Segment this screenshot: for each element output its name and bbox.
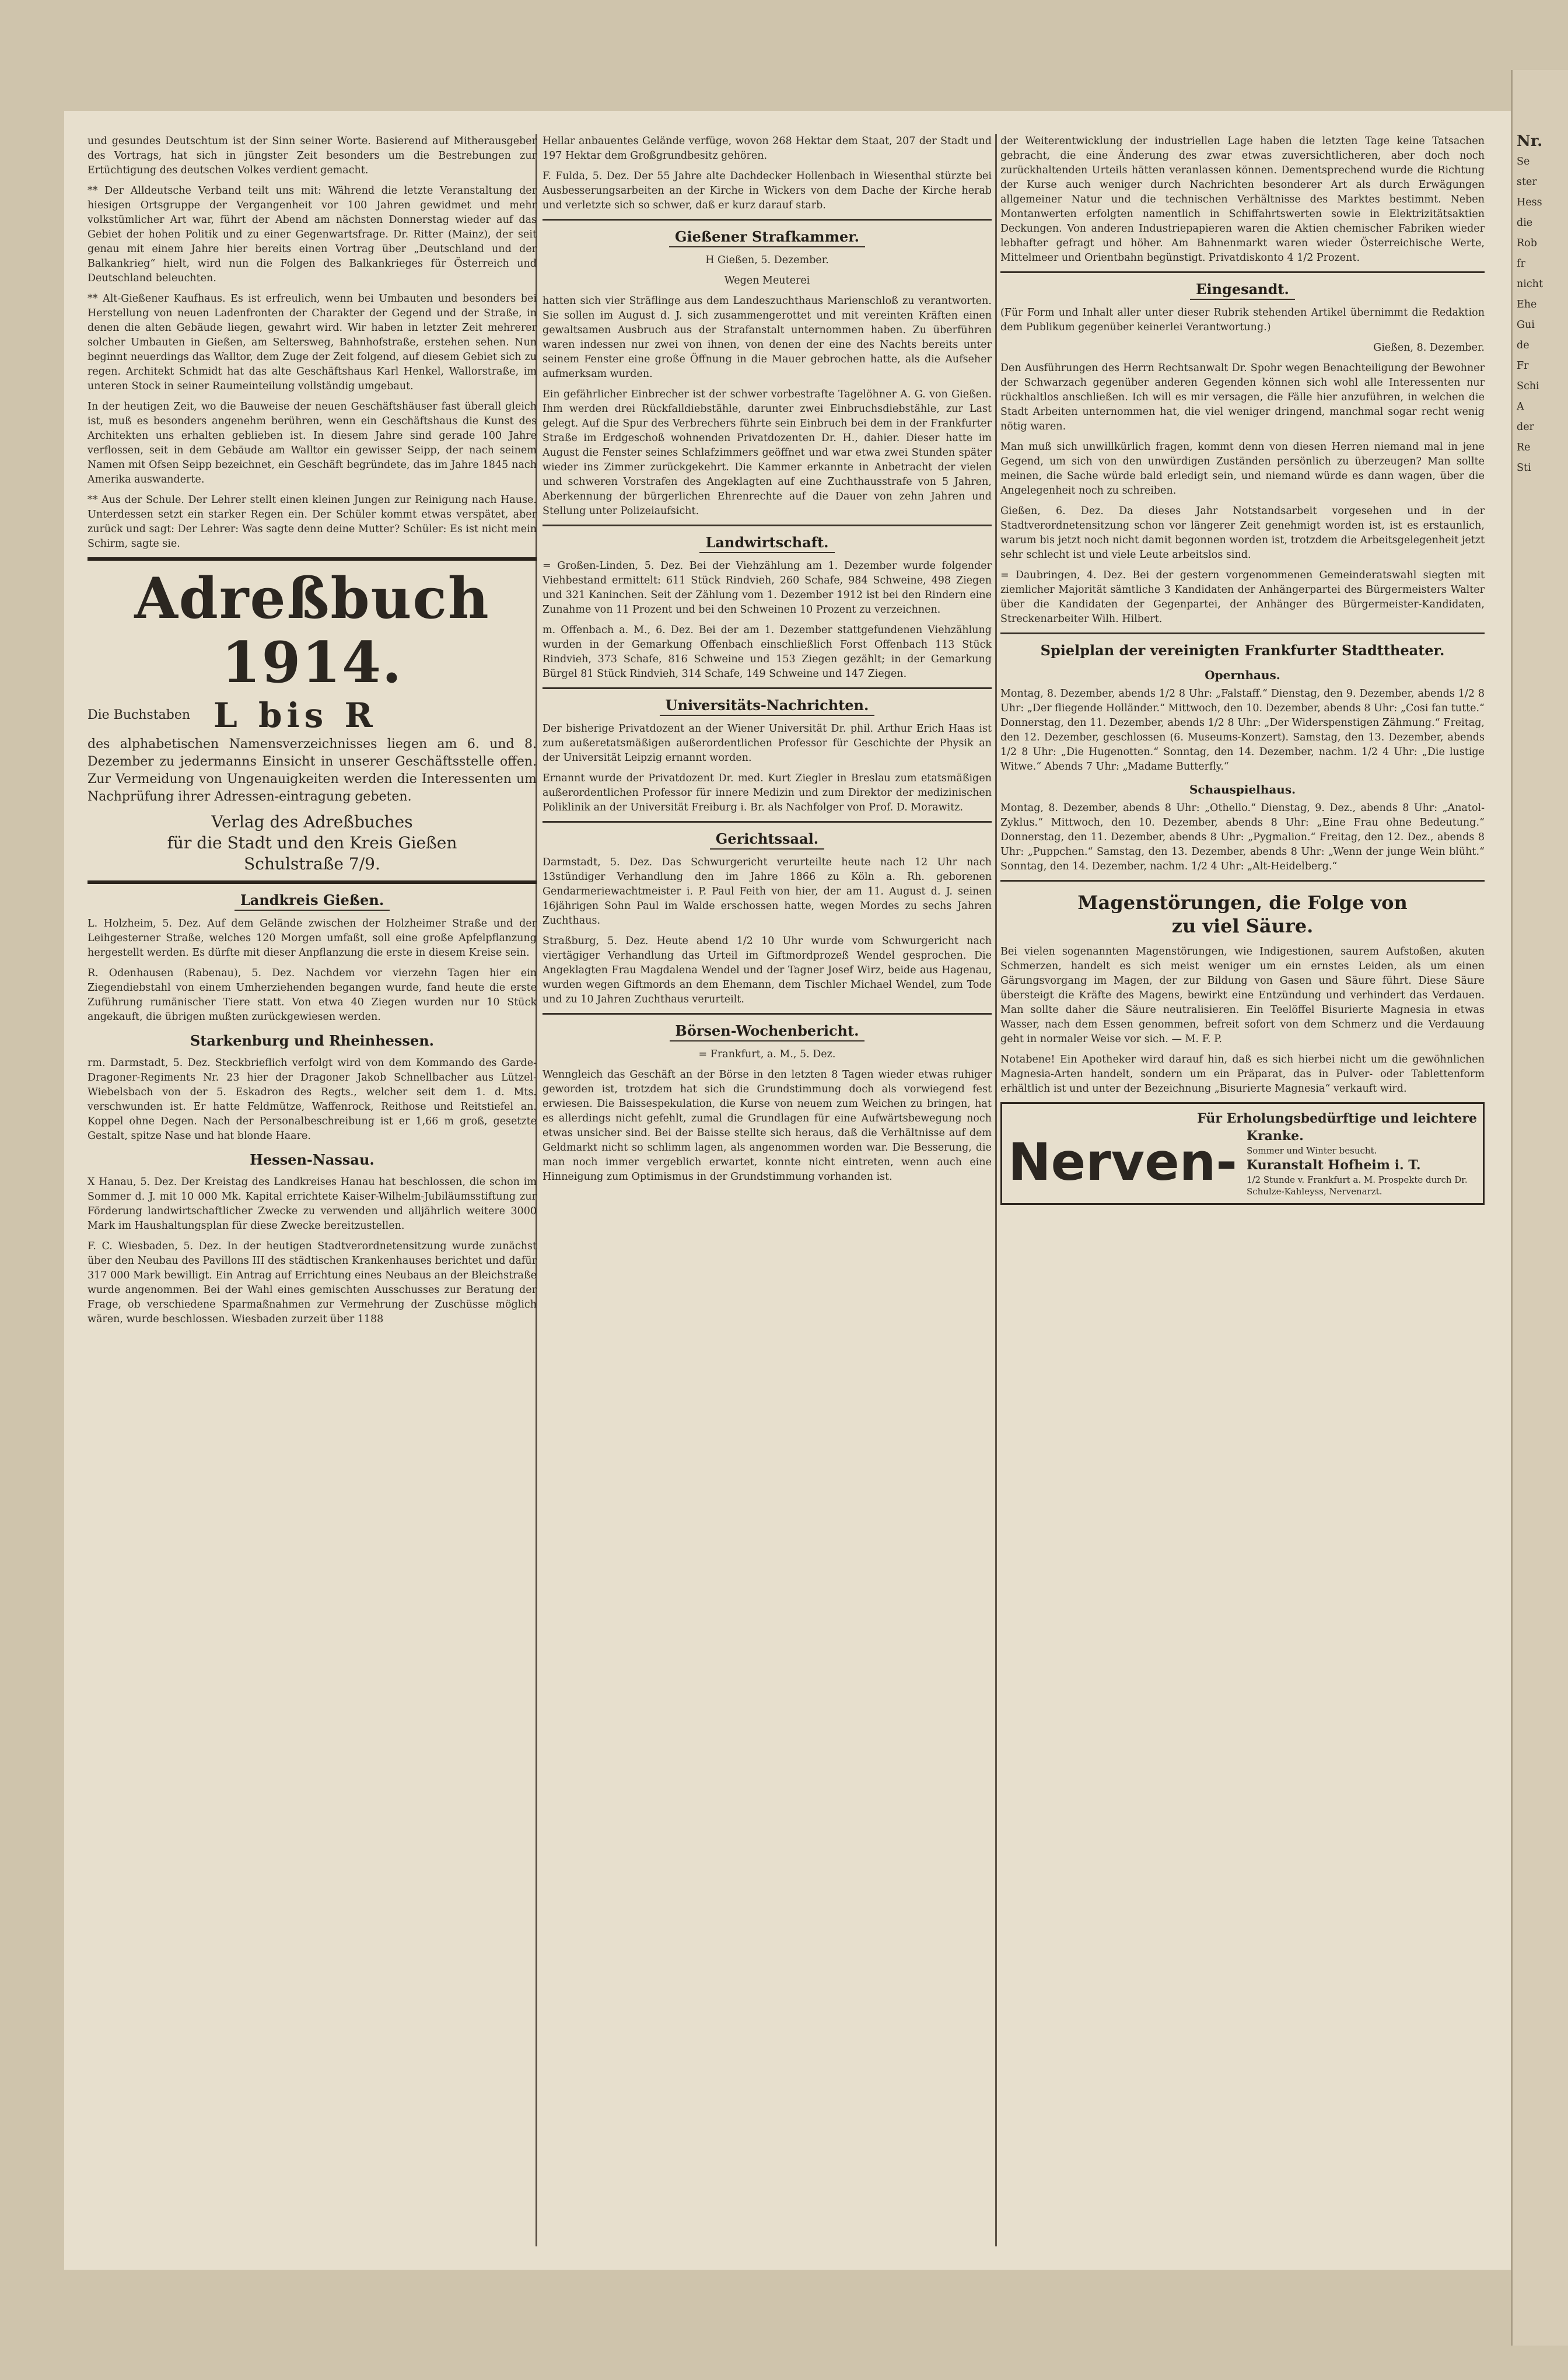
intro-para-2: ** Der Alldeutsche Verband teilt uns mit: Während die letzte Veranstaltung der hiesigen Ortsgruppe der Vergangenheit vor 100 Jahren gewidmet und mehr volkstümlicher Art war, führt der Abend am nächsten Donnerstag wieder auf das Gebiet der hohen Politik und zu einer Gegenwartsfrage. Dr. Ritter (Mainz), der seit genau mit einem Jahre hier bereits einen Vortrag über „Deutschland und der Balkankrieg“ hielt, wird nun die Folgen des Balkankrieges für Österreich und Deutschland beleuchten. (88, 185, 537, 284)
landwirtschaft-para-1: = Großen-Linden, 5. Dez. Bei der Viehzählung am 1. Dezember wurde folgender Viehbestand ermittelt: 611 Stück Rindvieh, 260 Schafe, 984 Schweine, 498 Ziegen und 321 Kaninchen. Seit der Zählung vom 1. Dezember 1912 ist bei den Rindern eine Zunahme von 11 Prozent und bei den Schweinen 10 Prozent zu verzeichnen. (542, 560, 992, 616)
divider (1000, 632, 1485, 634)
eingesandt-para-2: Man muß sich unwillkürlich fragen, kommt denn von diesen Herren niemand mal in jene Gegend, um sich von den unwürdigen Zuständen persönlich zu überzeugen? Man sollte meinen, die Sache würde bald erledigt sein, und niemand würde es dann wagen, über die Angelegenheit noch zu schreiben. (1000, 441, 1485, 497)
divider (1000, 880, 1485, 882)
intro-para-4: In der heutigen Zeit, wo die Bauweise der neuen Geschäftshäuser fast überall gleich ist, muß es besonders angenehm berühren, wenn ein Geschäftshaus die Kunst des Architekten uns erhalten geblieben ist. In diesem Jahre sind gerade 100 Jahre verflossen, seit in dem Gebäude am Walltor ein gewisser Seipp, der nach seinem Namen mit Ofsen Seipp bezeichnet, ein Geschäft begründete, das im Jahre 1845 nach Amerika auswanderte. (88, 401, 537, 485)
fragment-3: Hess (1517, 197, 1542, 208)
boerse-para-1: Wenngleich das Geschäft an der Börse in den letzten 8 Tagen wieder etwas ruhiger geworden ist, trotzdem hat sich die Grundstimmung doch als vorwiegend fest erwiesen. Die Baissespekulation, die Kurse von neuem zum Weichen zu bringen, hat es allerdings nicht gefehlt, zumal die Grundlagen für eine Aufwärtsbewegung noch etwas unsicher sind. Bei der Baisse stellte sich heraus, daß die Verhältnisse auf dem Geldmarkt nicht so schlimm lagen, als angenommen worden war. Die Besserung, die man noch immer vergeblich erwartet, konnte nicht eintreten, wenn auch eine Hinneigung zum Optimismus in der Grundstimmung vorhanden ist. (542, 1069, 992, 1183)
magen-text: Bei vielen sogenannten Magenstörungen, wie Indigestionen, saurem Aufstoßen, akuten Schmerzen, handelt es sich meist weniger um ein ernstes Leiden, als um einen Gärungsvorgang im Magen, der zur Bildung von Gasen und Säure führt. Diese Säure übersteigt die Kräfte des Magens, bewirkt eine Entzündung und verhindert das Verdauen. Man sollte daher die Säure neutralisieren. Ein Teelöffel Bisurierte Magnesia in etwas Wasser, nach dem Essen genommen, befreit sofort von dem Schmerz und die Verdauung geht in normaler Weise vor sich. — M. F. P. (1000, 946, 1485, 1045)
starkenburg-para-1: rm. Darmstadt, 5. Dez. Steckbrieflich verfolgt wird von dem Kommando des Garde-Dragoner-Regiments Nr. 23 hier der Dragoner Jakob Schnellbacher aus Lützel-Wiebelsbach von der 5. Eskadron des Regts., welcher seit dem 1. d. Mts. verschwunden ist. Er hatte Feldmütze, Waffenrock, Reithose und Reitstiefel an. Koppel ohne Degen. Nach der Personalbeschreibung ist er 1,66 m groß, gesetzte Gestalt, spitze Nase und hat blonde Haare. (88, 1057, 537, 1142)
gerichtssaal-heading (542, 830, 992, 850)
boerse-date: = Frankfurt, a. M., 5. Dez. (698, 1049, 836, 1060)
column-2 (542, 134, 992, 1190)
intro-para-5: ** Aus der Schule. Der Lehrer stellt einen kleinen Jungen zur Reinigung nach Hause. Unterdessen setzt ein starker Regen ein. Der Schüler kommt etwas verspätet, aber zurück und sagt: Der Lehrer: Was sagte denn deine Mutter? Schüler: Es ist nicht mein Schirm, sagte sie. (88, 494, 537, 550)
next-page-fragments (1517, 134, 1563, 481)
nerven-word: Nerven- (1008, 1132, 1237, 1192)
fragment-9: Gui (1517, 319, 1535, 331)
fragment-4: die (1517, 217, 1533, 229)
gerichtssaal-heading-text: Gerichtssaal. (710, 830, 824, 850)
boerse-heading-text: Börsen-Wochenbericht. (670, 1022, 865, 1042)
universitaet-heading (542, 696, 992, 716)
divider (1000, 271, 1485, 273)
universitaet-para-1: Der bisherige Privatdozent an der Wiener Universität Dr. phil. Arthur Erich Haas ist zum außeretatsmäßigen außerordentlichen Professor für Geschichte der Physik an der Universität Leipzig ernannt worden. (542, 723, 992, 764)
nerven-top: Für Erholungsbedürftige und leichtere (1197, 1111, 1477, 1126)
divider (542, 525, 992, 526)
strafkammer-heading (542, 228, 992, 247)
divider (542, 821, 992, 823)
nerven-kranke: Kranke. (1246, 1128, 1304, 1144)
fragment-15: Re (1517, 442, 1531, 453)
magen-note: Notabene! Ein Apotheker wird darauf hin, daß es sich hierbei nicht um die gewöhnlichen Magnesia-Arten handelt, sondern um ein Präparat, das in Pulver- oder Tablettenform erhältlich ist und unter der Bezeichnung „Bisurierte Magnesia“ verkauft wird. (1000, 1054, 1485, 1095)
hessen-para-2: F. C. Wiesbaden, 5. Dez. In der heutigen Stadtverordnetensitzung wurde zunächst über den Neubau des Pavillons III des städtischen Krankenhauses berichtet und dafür 317 000 Mark bewilligt. Ein Antrag auf Errichtung eines Neubaus an der Bleichstraße wurde angenommen. Bei der Wahl eines gemischten Ausschusses zur Beratung der Frage, ob verschiedene Sparmaßnahmen zur Vermehrung der Zuschüsse möglich wären, wurde beschlossen. Wiesbaden zurzeit über 1188 (88, 1240, 537, 1325)
intro-para-3: ** Alt-Gießener Kaufhaus. Es ist erfreulich, wenn bei Umbauten und besonders bei Herstellung von neuen Ladenfronten der Charakter der Gegend und der Straße, in denen die alten Gebäude liegen, gewahrt wird. Wir haben in letzter Zeit mehrerer solcher Umbauten in Gießen, am Seltersweg, Bahnhofstraße, erstehen sehen. Nun beginnt neuerdings das Walltor, dem Zuge der Zeit folgend, auf diesem Gebiet sich zu regen. Architekt Schmidt hat das alte Geschäftshaus Karl Henkel, Wallorstraße, im unteren Stock in seiner Raumeinteilung vollständig umgebaut. (88, 293, 537, 392)
landkreis-para-1: L. Holzheim, 5. Dez. Auf dem Gelände zwischen der Holzheimer Straße und der Leihgesterner Straße, welches 120 Morgen umfaßt, soll eine große Apfelpflanzung hergestellt werden. Es dürfte mit dieser Anpflanzung die erste in diesem Kreise sein. (88, 918, 537, 959)
fragment-11: Fr (1517, 360, 1529, 372)
column-3 (1000, 134, 1485, 1205)
landkreis-para-2: R. Odenhausen (Rabenau), 5. Dez. Nachdem vor vierzehn Tagen hier ein Ziegendiebstahl von einem Umherziehenden begangen wurde, fand heute die erste Zuführung rumänischer Tiere statt. Von etwa 40 Ziegen wurden nur 10 Stück angekauft, die übrigen mußten zurückgewiesen werden. (88, 967, 537, 1023)
eingesandt-heading-text: Eingesandt. (1190, 280, 1295, 300)
eingesandt-heading (1000, 280, 1485, 300)
ad-publisher-2: für die Stadt und den Kreis Gießen (167, 833, 457, 852)
gerichtssaal-para-1: Darmstadt, 5. Dez. Das Schwurgericht verurteilte heute nach 12 Uhr nach 13stündiger Verhandlung den im Jahre 1866 zu Köln a. Rh. geborenen Gendarmeriewachtmeister i. P. Paul Feith von hier, der am 11. August d. J. seinen 16jährigen Sohn Paul im Walde erschossen hatte, wegen Mordes zu sechs Jahren Zuchthaus. (542, 857, 992, 927)
fragment-10: de (1517, 340, 1530, 351)
col2-top-para-2: F. Fulda, 5. Dez. Der 55 Jahre alte Dachdecker Hollenbach in Wiesenthal stürzte bei Ausbesserungsarbeiten an der Kirche in Wickers von dem Dache der Kirche herab und verletzte sich so schwer, daß er kurz darauf starb. (542, 170, 992, 211)
strafkammer-sub: Wegen Meuterei (724, 275, 810, 286)
schauspielhaus-text: Montag, 8. Dezember, abends 8 Uhr: „Othello.“ Dienstag, 9. Dez., abends 8 Uhr: „Anatol-Zyklus.“ Mittwoch, den 10. Dezember, abends 8 Uhr: „Eine Frau ohne Bedeutung.“ Donnerstag, den 11. Dezember, abends 8 Uhr: „Pygmalion.“ Freitag, den 12. Dez., abends 8 Uhr: „Puppchen.“ Samstag, den 13. Dezember, abends 8 Uhr: „Wenn der junge Wein blüht.“ Sonntag, den 14. Dezember, nachm. 1/2 4 Uhr: „Alt-Heidelberg.“ (1000, 802, 1485, 872)
gerichtssaal-para-2: Straßburg, 5. Dez. Heute abend 1/2 10 Uhr wurde vom Schwurgericht nach viertägiger Verhandlung das Urteil im Giftmordprozeß Wendel gesprochen. Die Angeklagten Frau Magdalena Wendel und der Tagner Josef Wirz, beide aus Hagenau, wurden wegen Giftmords an dem Ehemann, dem Tischler Michael Wendel, zum Tode und zu 10 Jahren Zuchthaus verurteilt. (542, 935, 992, 1005)
starkenburg-heading: Starkenburg und Rheinhessen. (190, 1032, 435, 1049)
eingesandt-note: (Für Form und Inhalt aller unter dieser Rubrik stehenden Artikel übernimmt die Redaktion dem Publikum gegenüber keinerlei Verantwortung.) (1000, 307, 1485, 333)
fragment-16: Sti (1517, 462, 1531, 474)
col3-top-para-1: der Weiterentwicklung der industriellen Lage haben die letzten Tage keine Tatsachen gebracht, die eine Änderung des zwar etwas zuversichtlicheren, aber doch noch zurückhaltenden Urteils hätten veranlassen können. Dementsprechend wurde die Richtung der Kurse auch weniger durch Nachrichten besonderer Art als durch Erwägungen allgemeiner Natur und die technischen Verhältnisse des Marktes bestimmt. Neben Montanwerten erfolgten namentlich in Schiffahrtswerten sowie in Elektrizitätsaktien Deckungen. Von anderen Industriepapieren waren die Aktien chemischer Fabriken wieder lebhafter gefragt und höher. Am Bahnenmarkt waren wieder Österreichische Werte, Mittelmeer und Orientbahn begünstigt. Privatdiskonto 4 1/2 Prozent. (1000, 135, 1485, 264)
nerven-small: 1/2 Stunde v. Frankfurt a. M. Prospekte durch Dr. Schulze-Kahleyss, Nervenarzt. (1246, 1175, 1468, 1197)
divider (542, 687, 992, 689)
landwirtschaft-heading (542, 533, 992, 553)
magen-heading-1: Magenstörungen, die Folge von (1077, 892, 1408, 914)
spielplan-heading: Spielplan der vereinigten Frankfurter Stadttheater. (1040, 642, 1445, 659)
fragment-0: Nr. (1517, 134, 1543, 150)
divider (542, 219, 992, 221)
fragment-2: ster (1517, 176, 1537, 188)
fragment-12: Schi (1517, 380, 1539, 392)
fragment-1: Se (1517, 156, 1530, 167)
ad-text: des alphabetischen Namensverzeichnisses liegen am 6. und 8. Dezember zu jedermanns Einsicht in unserer Geschäftsstelle offen. Zur Vermeidung von Ungenauigkeiten werden die Interessenten um Nachprüfung ihrer Adressen-eintragung gebeten. (88, 737, 537, 804)
nerven-place: Kuranstalt Hofheim i. T. (1246, 1158, 1421, 1173)
universitaet-para-2: Ernannt wurde der Privatdozent Dr. med. Kurt Ziegler in Breslau zum etatsmäßigen außerordentlichen Professor für innere Medizin und zum Direktor der medizinischen Poliklinik an der Universität Freiburg i. Br. als Nachfolger von Prof. D. Morawitz. (542, 773, 992, 813)
magen-heading-2: zu viel Säure. (1171, 915, 1314, 937)
divider (542, 1013, 992, 1015)
fragment-13: A (1517, 401, 1524, 413)
opernhaus-heading: Opernhaus. (1205, 668, 1280, 682)
fragment-5: Rob (1517, 237, 1537, 249)
nerven-ad (1000, 1102, 1485, 1205)
hessen-heading: Hessen-Nassau. (250, 1151, 374, 1168)
hessen-para-1: X Hanau, 5. Dez. Der Kreistag des Landkreises Hanau hat beschlossen, die schon im Sommer d. J. mit 10 000 Mk. Kapital errichtete Kaiser-Wilhelm-Jubiläumsstiftung zur Förderung landwirtschaftlicher Zwecke zu verwenden und alljährlich weitere 3000 Mark im Haushaltungsplan für diese Zwecke bereitzustellen. (88, 1176, 537, 1232)
landwirtschaft-para-2: m. Offenbach a. M., 6. Dez. Bei der am 1. Dezember stattgefundenen Viehzählung wurden in der Gemarkung Offenbach einschließlich Forst Offenbach 113 Stück Rindvieh, 373 Schafe, 816 Schweine und 153 Ziegen gezählt; in der Gemarkung Bürgel 81 Stück Rindvieh, 314 Schafe, 149 Schweine und 147 Ziegen. (542, 624, 992, 680)
strafkammer-para-2: Ein gefährlicher Einbrecher ist der schwer vorbestrafte Tagelöhner A. G. von Gießen. Ihm werden drei Rückfalldiebstähle, darunter zwei Einbruchsdiebstähle, zur Last gelegt. Auf die Spur des Verbrechers führte sein Einbruch bei dem in der Frankfurter Straße im Erdgeschoß wohnenden Privatdozenten Dr. H., dahier. Dieser hatte im August die Fenster seines Schlafzimmers geöffnet und war etwa zwei Stunden später wieder ins Zimmer zurückgekehrt. Die Kammer erkannte in Anbetracht der vielen und schweren Vorstrafen des Angeklagten auf eine Zuchthausstrafe von 5 Jahren, Aberkennung der bürgerlichen Ehrenrechte auf die Dauer von zehn Jahren und Stellung unter Polizeiaufsicht. (542, 389, 992, 517)
schauspielhaus-heading: Schauspielhaus. (1189, 782, 1296, 796)
fragment-6: fr (1517, 258, 1525, 270)
landkreis-heading-text: Landkreis Gießen. (235, 891, 390, 911)
adressbuch-ad (88, 557, 537, 884)
ad-title: Adreßbuch 1914. (134, 565, 490, 696)
fragment-7: nicht (1517, 278, 1543, 290)
eingesandt-para-4: = Daubringen, 4. Dez. Bei der gestern vorgenommenen Gemeinderatswahl siegten mit ziemlicher Majorität sämtliche 3 Kandidaten der Anhängerpartei des Bürgermeisters Walter über die Kandidaten der Gegenpartei, der Anhänger des Bürgermeister-Kandidaten, Streckenarbeiter Wilh. Hilbert. (1000, 569, 1485, 625)
strafkammer-heading-text: Gießener Strafkammer. (669, 228, 865, 247)
col2-top-para-1: Hellar anbauentes Gelände verfüge, wovon 268 Hektar dem Staat, 207 der Stadt und 197 Hektar dem Großgrundbesitz gehören. (542, 135, 992, 162)
fragment-14: der (1517, 421, 1534, 433)
nerven-sub: Sommer und Winter besucht. (1246, 1145, 1377, 1156)
fragment-8: Ehe (1517, 299, 1537, 310)
opernhaus-text: Montag, 8. Dezember, abends 1/2 8 Uhr: „Falstaff.“ Dienstag, den 9. Dezember, abends 1/2 8 Uhr: „Der fliegende Holländer.“ Mittwoch, den 10. Dezember, abends 8 Uhr: „Cosi fan tutte.“ Donnerstag, den 11. Dezember, abends 1/2 8 Uhr: „Der Widerspenstigen Zähmung.“ Freitag, den 12. Dezember, geschlossen (6. Museums-Konzert). Samstag, den 13. Dezember, abends 1/2 8 Uhr: „Die Hugenotten.“ Sonntag, den 14. Dezember, nachm. 1/2 4 Uhr: „Die lustige Witwe.“ Abends 7 Uhr: „Madame Butterfly.“ (1000, 688, 1485, 773)
ad-publisher-1: Verlag des Adreßbuches (211, 812, 413, 831)
intro-para-1: und gesundes Deutschtum ist der Sinn seiner Worte. Basierend auf Mitherausgeber des Vortrags, hat sich in jüngster Zeit besonders um die Bestrebungen zur Ertüchtigung des deutschen Volkes verdient gemacht. (88, 135, 537, 176)
landkreis-heading (88, 891, 537, 911)
universitaet-heading-text: Universitäts-Nachrichten. (660, 696, 875, 716)
eingesandt-para-1: Den Ausführungen des Herrn Rechtsanwalt Dr. Spohr wegen Benachteiligung der Bewohner der Schwarzach gegenüber anderen Gegenden können sich wohl alle Interessenten nur rückhaltlos anschließen. Ich will es mir versagen, die Fälle hier anzuführen, in welchen die Stadt Arbeiten unternommen hat, die viel weniger dringend, manchmal sogar recht wenig nötig waren. (1000, 362, 1485, 432)
ad-address: Schulstraße 7/9. (244, 854, 380, 873)
boerse-heading (542, 1022, 992, 1042)
eingesandt-date: Gießen, 8. Dezember. (1373, 342, 1485, 354)
ad-intro: Die Buchstaben (88, 708, 191, 722)
column-rule-2 (995, 134, 997, 2246)
column-1 (88, 134, 537, 1333)
landwirtschaft-heading-text: Landwirtschaft. (699, 533, 834, 553)
eingesandt-para-3: Gießen, 6. Dez. Da dieses Jahr Notstandsarbeit vorgesehen und in der Stadtverordnetensitzung schon vor längerer Zeit genehmigt worden ist, ist es erstaunlich, warum bis jetzt noch nicht damit begonnen worden ist, trotzdem die Arbeitsgelegenheit jetzt sehr schlecht ist und viele Leute arbeitslos sind. (1000, 505, 1485, 561)
strafkammer-para-1: hatten sich vier Sträflinge aus dem Landeszuchthaus Marienschloß zu verantworten. Sie sollen im August d. J. sich zusammengerottet und mit vereinten Kräften einen gewaltsamen Ausbruch aus der Strafanstalt unternommen haben. Zu überführen waren indessen nur zwei von ihnen, von denen der eine des Nachts bereits unter seinem Fenster eine große Öffnung in die Mauer gebrochen hatte, als die Aufseher aufmerksam wurden. (542, 295, 992, 380)
ad-letters: L bis R (214, 696, 377, 735)
strafkammer-date: H Gießen, 5. Dezember. (705, 254, 829, 266)
